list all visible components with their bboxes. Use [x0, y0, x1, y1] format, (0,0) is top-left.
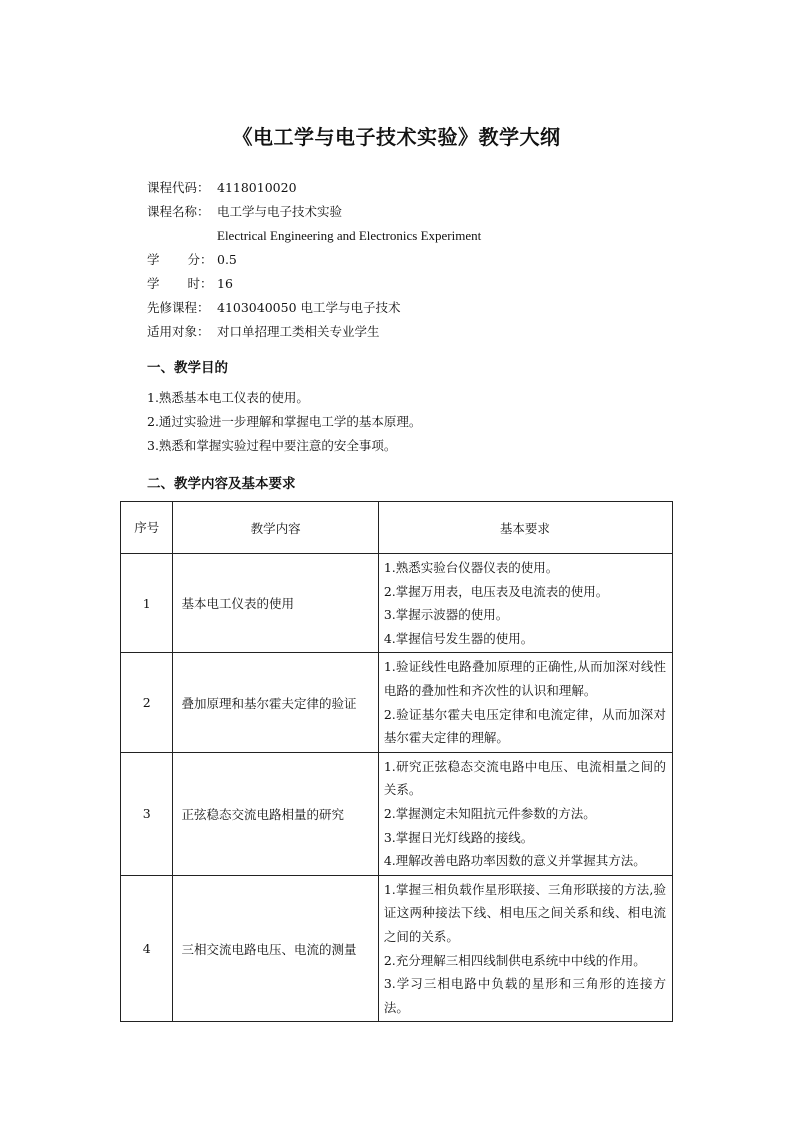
prerequisite-value: 4103040050 电工学与电子技术	[217, 300, 401, 315]
hours-label-b: 时：	[187, 276, 213, 291]
requirement-item: 2.验证基尔霍夫电压定律和电流定律，从而加深对基尔霍夫定律的理解。	[383, 706, 666, 746]
table-row	[121, 554, 673, 653]
row-no: 3	[121, 752, 173, 875]
row-requirements	[378, 554, 672, 653]
requirement-item: 1.熟悉实验台仪器仪表的使用。	[383, 560, 559, 575]
requirement-item: 1.掌握三相负载作星形联接、三角形联接的方法,验证这两种接法下线、相电压之间关系和线、相电流之间的关系。	[383, 881, 666, 944]
requirement-item: 4.理解改善电路功率因数的意义并掌握其方法。	[383, 853, 646, 869]
requirement-item: 3.掌握日光灯线路的接线。	[383, 829, 534, 845]
content-table	[120, 501, 673, 1022]
course-name-row	[147, 200, 481, 224]
audience-row	[147, 320, 481, 344]
header-requirements: 基本要求	[378, 502, 672, 554]
course-code-row	[147, 176, 481, 200]
row-requirements	[378, 752, 672, 875]
requirement-item: 1.研究正弦稳态交流电路中电压、电流相量之间的关系。	[383, 758, 666, 798]
table-row	[121, 653, 673, 752]
credit-label-b: 分：	[187, 252, 213, 267]
document-title: 《电工学与电子技术实验》教学大纲	[232, 125, 561, 149]
course-code-value: 4118010020	[217, 180, 297, 195]
requirement-item: 1.验证线性电路叠加原理的正确性,从而加深对线性电路的叠加性和齐次性的认识和理解。	[383, 659, 666, 698]
requirement-item: 2.掌握万用表，电压表及电流表的使用。	[383, 583, 609, 599]
audience-label: 适用对象：	[147, 324, 210, 339]
course-name-english: Electrical Engineering and Electronics Experiment	[217, 228, 482, 243]
header-no: 序号	[121, 502, 173, 554]
table-row	[121, 875, 673, 1022]
section-heading-objectives: 一、教学目的	[147, 360, 228, 376]
objective-item: 2.通过实验进一步理解和掌握电工学的基本原理。	[147, 414, 422, 429]
objectives-list	[147, 386, 421, 458]
table-row	[121, 752, 673, 875]
section-heading-content: 二、教学内容及基本要求	[147, 476, 296, 492]
course-name-value: 电工学与电子技术实验	[217, 204, 343, 219]
credit-value: 0.5	[217, 252, 237, 267]
row-content: 正弦稳态交流电路相量的研究	[173, 752, 378, 875]
row-requirements	[378, 653, 672, 752]
course-name-label: 课程名称：	[147, 204, 210, 219]
course-code-label: 课程代码：	[147, 180, 210, 195]
table-header-row	[121, 502, 673, 554]
row-no: 4	[121, 875, 173, 1022]
hours-row	[147, 272, 481, 296]
requirement-item: 3.学习三相电路中负载的星形和三角形的连接方法。	[383, 976, 666, 1015]
hours-label-a: 学	[147, 276, 160, 291]
requirement-item: 2.掌握测定未知阻抗元件参数的方法。	[383, 805, 596, 821]
prerequisite-label: 先修课程：	[147, 300, 210, 315]
row-no: 1	[121, 554, 173, 653]
row-content: 叠加原理和基尔霍夫定律的验证	[173, 653, 378, 752]
objective-item: 3.熟悉和掌握实验过程中要注意的安全事项。	[147, 438, 397, 453]
row-content: 基本电工仪表的使用	[173, 554, 378, 653]
header-content: 教学内容	[173, 502, 378, 554]
row-no: 2	[121, 653, 173, 752]
row-requirements	[378, 875, 672, 1022]
hours-value: 16	[217, 276, 233, 291]
requirement-item: 4.掌握信号发生器的使用。	[383, 630, 534, 646]
course-info	[147, 176, 481, 344]
audience-value: 对口单招理工类相关专业学生	[217, 324, 380, 339]
credit-row	[147, 248, 481, 272]
prerequisite-row	[147, 296, 481, 320]
objective-item: 1.熟悉基本电工仪表的使用。	[147, 390, 309, 405]
course-name-en-row	[147, 224, 481, 248]
credit-label-a: 学	[147, 252, 160, 267]
row-content: 三相交流电路电压、电流的测量	[173, 875, 378, 1022]
requirement-item: 2.充分理解三相四线制供电系统中中线的作用。	[383, 952, 646, 968]
requirement-item: 3.掌握示波器的使用。	[383, 607, 509, 623]
